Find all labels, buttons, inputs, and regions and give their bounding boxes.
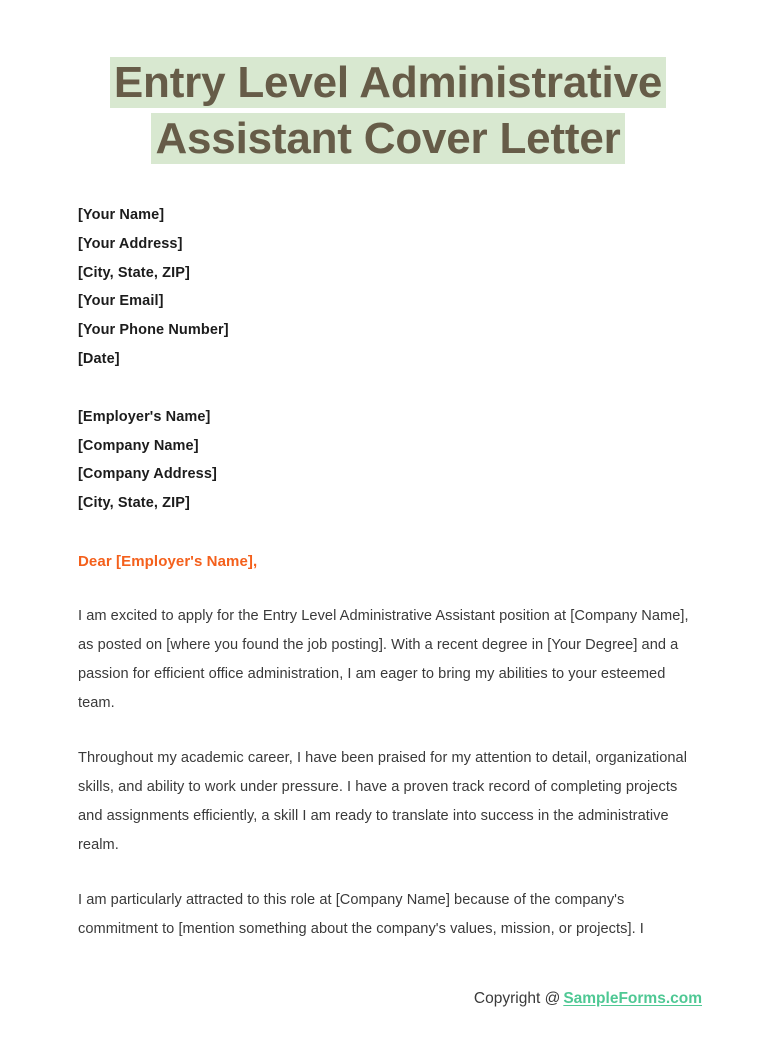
page-title xyxy=(96,55,680,167)
address-block-spacer xyxy=(78,374,698,403)
sender-address-block xyxy=(78,201,698,374)
recipient-company-address: [Company Address] xyxy=(78,466,217,483)
page-title-line-2: Assistant Cover Letter xyxy=(151,113,624,164)
sender-address: [Your Address] xyxy=(78,235,183,252)
title-block xyxy=(0,0,776,167)
recipient-city-state-zip: [City, State, ZIP] xyxy=(78,495,190,512)
recipient-company-name: [Company Name] xyxy=(78,437,199,454)
sender-city-state-zip: [City, State, ZIP] xyxy=(78,264,190,281)
sender-email: [Your Email] xyxy=(78,293,164,310)
copyright-text: Copyright @ xyxy=(473,990,561,1007)
body-paragraph-1: I am excited to apply for the Entry Level Administrative Assistant position at [Company Name], as posted on [where you found the job posting]. With a recent degree in [Your Degree] and a passion for efficient office administration, I am eager to bring my abilities to your esteemed team. xyxy=(78,607,689,711)
footer xyxy=(0,990,776,1008)
sampleforms-link[interactable]: SampleForms.com xyxy=(563,990,702,1007)
recipient-name: [Employer's Name] xyxy=(78,408,211,425)
body-paragraph-3: I am particularly attracted to this role at [Company Name] because of the company's commitment to [mention something about the company's values, mission, or projects]. I xyxy=(78,891,644,937)
letter-date: [Date] xyxy=(78,350,120,367)
letter-body xyxy=(0,201,776,944)
sender-phone: [Your Phone Number] xyxy=(78,322,229,339)
sender-name: [Your Name] xyxy=(78,207,165,223)
salutation: Dear [Employer's Name], xyxy=(78,552,258,570)
page-title-line-1: Entry Level Administrative xyxy=(110,57,666,108)
body-paragraph-2: Throughout my academic career, I have been praised for my attention to detail, organizational skills, and ability to work under pressure. I have a proven track record of completing projects and assignments efficiently, a skill I am ready to translate into success in the administrative realm. xyxy=(78,749,688,853)
recipient-address-block xyxy=(78,403,698,518)
